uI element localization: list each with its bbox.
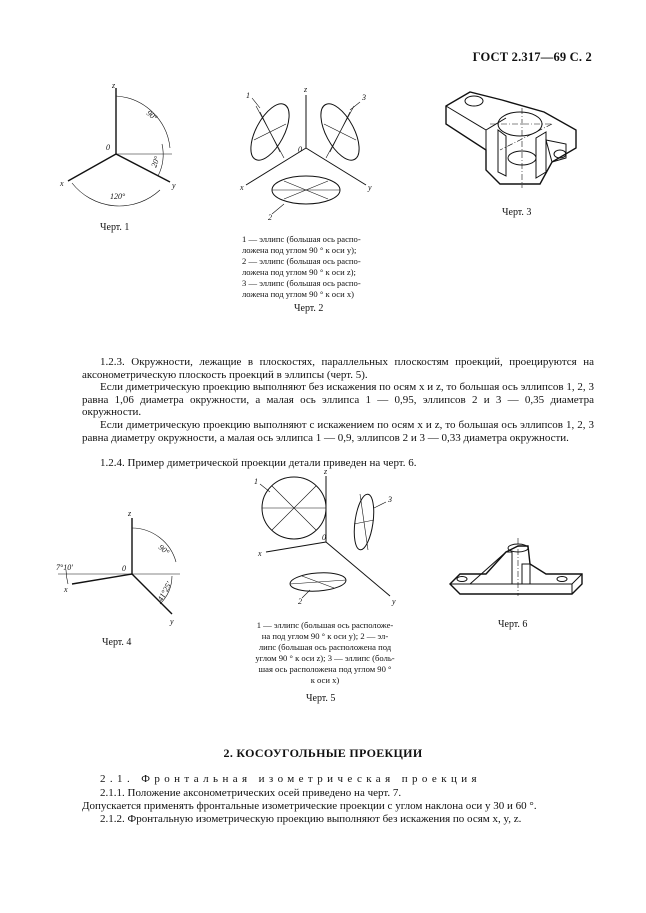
- figure-1: [50, 78, 200, 203]
- fig1-label-z: z: [112, 81, 116, 90]
- paragraph-2-1-1-b: Допускается применять фронтальные изометрические проекции с углом наклона оси y 30 и 60 °.: [82, 800, 537, 812]
- fig5-axis-x: [266, 542, 326, 552]
- figure-4: [54, 509, 204, 627]
- fig2-label-3: 3: [362, 93, 366, 102]
- fig2-label-x: x: [240, 183, 244, 192]
- fig1-label-o: 0: [106, 143, 110, 152]
- fig5-legend-line: на под углом 90 ° к оси y); 2 — эл-: [261, 631, 389, 641]
- fig1-label-x: x: [60, 179, 64, 188]
- fig2-label-z: z: [304, 85, 308, 94]
- fig2-label-o: 0: [298, 145, 302, 154]
- fig5-ellipse-2: [289, 571, 346, 593]
- fig5-legend-line: к оси x): [310, 675, 340, 685]
- paragraph-1-2-3-b: Если диметрическую проекцию выполняют без искажения по осям x и z, то большая ось эллипсов 1, 2, 3 равна 1,06 диаметра окружности, а малая ось эллипса 1 — 0,95, эллипсов 2 и 3 — 0,35 диаметра окружности.: [82, 381, 594, 419]
- fig1-axis-x: [68, 154, 116, 181]
- fig5-label-y: y: [392, 597, 396, 606]
- fig2-legend-line: ложена под углом 90 ° к оси y);: [242, 245, 357, 255]
- fig4-label-z: z: [128, 509, 132, 518]
- fig5-legend-line: шая ось расположена под углом 90 °: [258, 664, 392, 674]
- fig5-legend-line: углом 90 ° к оси z); 3 — эллипс (боль-: [255, 653, 395, 663]
- paragraph-2-1: 2.1. Фронтальная изометрическая проекция: [100, 773, 481, 785]
- fig2-caption: Черт. 2: [294, 303, 324, 314]
- figure-2: [232, 85, 382, 225]
- figure-5: [248, 467, 408, 608]
- fig2-axis-y: [306, 148, 366, 185]
- fig1-arc-90: [116, 96, 170, 148]
- fig6-caption: Черт. 6: [498, 619, 528, 630]
- fig5-label-x: x: [258, 549, 262, 558]
- fig2-legend-line: 3 — эллипс (большая ось распо-: [242, 278, 361, 288]
- fig2-legend-line: ложена под углом 90 ° к оси z);: [242, 267, 356, 277]
- paragraph-2-1-1: 2.1.1. Положение аксонометрических осей приведено на черт. 7.: [100, 787, 402, 799]
- fig5-legend-line: 1 — эллипс (большая ось расположе-: [256, 620, 394, 630]
- fig4-arc-710: [66, 570, 68, 584]
- fig5-label-o: 0: [322, 533, 326, 542]
- fig5-caption: Черт. 5: [306, 693, 336, 704]
- fig4-angle-710: 7°10': [56, 563, 73, 572]
- paragraph-1-2-3-c: Если диметрическую проекцию выполняют с искажением по осям x и z, то большая ось эллипсов 1, 2, 3 равна диаметру окружности, а малая ось эллипса 1 — 0,9, эллипсов 2 и 3 — 0,33 диаметра окружности.: [82, 419, 594, 444]
- fig2-ellipse-3: [313, 98, 367, 166]
- fig1-angle-120: 120°: [110, 192, 126, 201]
- fig4-angle-4125: 41°25': [155, 580, 174, 603]
- paragraph-1-2-3: 1.2.3. Окружности, лежащие в плоскостях, параллельных плоскостям проекций, проецируются на аксонометрическую плоскость проекций в эллипсы (черт. 5).: [82, 356, 594, 381]
- fig2-legend-line: 2 — эллипс (большая ось распо-: [242, 256, 361, 266]
- fig1-caption: Черт. 1: [100, 222, 130, 233]
- fig4-arc-90: [132, 528, 176, 562]
- fig1-angle-90: 90°: [144, 108, 160, 123]
- fig1-angle-20: 20°: [149, 155, 162, 169]
- fig4-angle-90: 90°: [156, 542, 172, 557]
- fig5-ellipse-1: [262, 477, 326, 539]
- fig3-caption: Черт. 3: [502, 207, 532, 218]
- fig5-label-1: 1: [254, 477, 258, 486]
- fig2-label-1: 1: [246, 91, 250, 100]
- fig2-label-2: 2: [268, 213, 272, 222]
- section-title: 2. КОСОУГОЛЬНЫЕ ПРОЕКЦИИ: [223, 746, 423, 760]
- fig2-axis-x: [246, 148, 306, 185]
- fig5-legend: [240, 620, 410, 686]
- fig2-legend-line: ложена под углом 90 ° к оси x): [242, 289, 355, 299]
- fig4-caption: Черт. 4: [102, 637, 132, 648]
- fig2-legend: [242, 234, 392, 300]
- figure-6-part: [446, 534, 596, 606]
- fig1-label-y: y: [172, 181, 176, 190]
- fig2-ellipse-2: [272, 176, 340, 204]
- fig2-ellipse-1: [243, 98, 297, 166]
- fig4-label-x: x: [64, 585, 68, 594]
- fig4-label-y: y: [170, 617, 174, 626]
- fig5-legend-line: липс (большая ось расположена под: [258, 642, 392, 652]
- fig1-axis-y: [116, 154, 170, 182]
- paragraph-1-2-4: 1.2.4. Пример диметрической проекции детали приведен на черт. 6.: [100, 457, 417, 469]
- fig5-label-3: 3: [388, 495, 392, 504]
- fig4-axis-x: [72, 574, 132, 584]
- fig2-label-y: y: [368, 183, 372, 192]
- fig4-label-o: 0: [122, 564, 126, 573]
- fig5-label-2: 2: [298, 597, 302, 606]
- page-header: ГОСТ 2.317—69 С. 2: [472, 50, 592, 64]
- fig2-legend-line: 1 — эллипс (большая ось распо-: [242, 234, 361, 244]
- fig5-ellipse-3: [351, 493, 377, 551]
- paragraph-2-1-2: 2.1.2. Фронтальную изометрическую проекцию выполняют без искажения по осям x, y, z.: [100, 813, 522, 825]
- fig5-label-z: z: [324, 467, 328, 476]
- figure-3-part: [440, 84, 590, 194]
